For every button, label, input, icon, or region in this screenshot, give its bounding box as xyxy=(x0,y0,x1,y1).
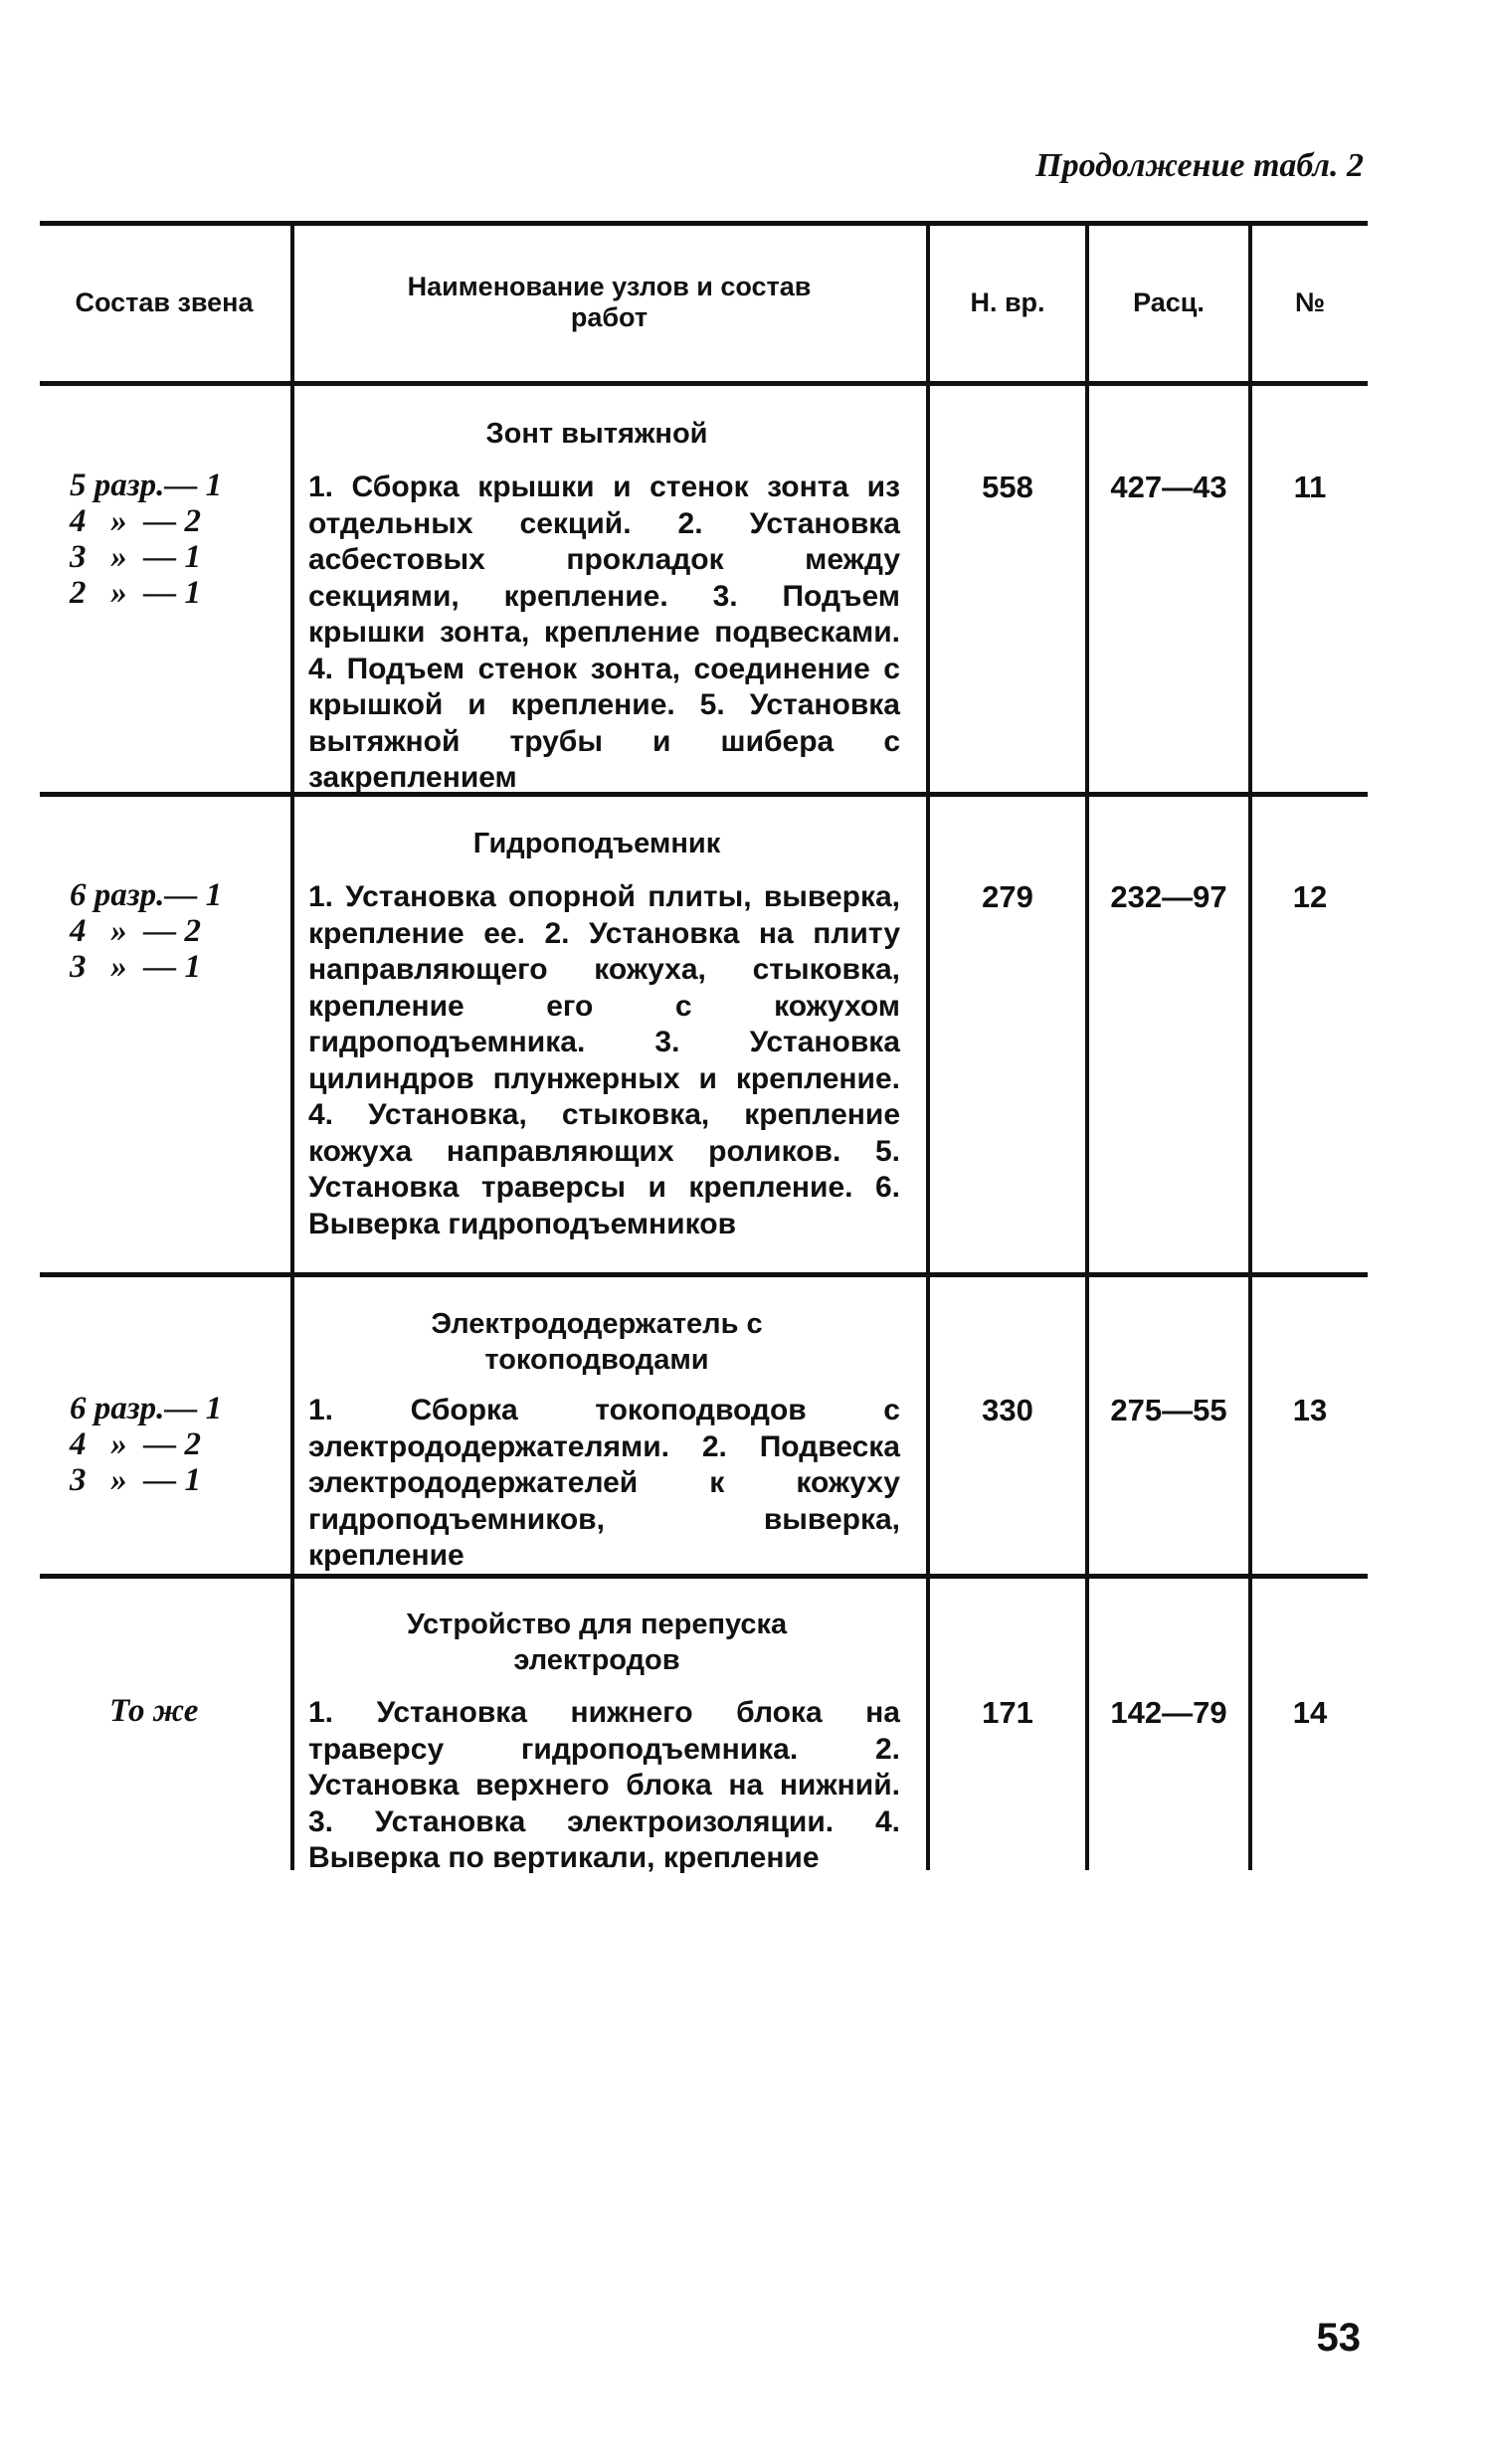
page-number: 53 xyxy=(1316,2316,1361,2360)
row-composition: 6 разр.— 1 4 » — 2 3 » — 1 xyxy=(70,1391,223,1498)
row-number: 11 xyxy=(1293,470,1327,504)
header-works: Наименование узлов и состав работ xyxy=(407,272,812,332)
row-composition: 5 разр.— 1 4 » — 2 3 » — 1 2 » — 1 xyxy=(70,468,223,611)
row-rate: 232—97 xyxy=(1110,879,1227,914)
row-rate: 275—55 xyxy=(1110,1393,1227,1427)
row-description: 1. Установка опорной плиты, выверка, крепление ее. 2. Установка на плиту направляющего кожуха, стыковка, крепление его с кожухом гидроподъемника. 3. Установка цилиндров плунжерных и крепление. 4. Установка, стыковка, крепление кожуха направляющих роликов. 5. Установка траверсы и крепление. 6. Выверка гидроподъемников xyxy=(308,880,900,1240)
row-description: 1. Сборка крышки и стенок зонта из отдельных секций. 2. Установка асбестовых прокладок между секциями, крепление. 3. Подъем крышки зонта, крепление подвесками. 4. Подъем стенок зонта, соединение с крышкой и крепление. 5. Установка вытяжной трубы и шибера с закреплением xyxy=(308,471,900,794)
row-description: 1. Установка нижнего блока на траверсу гидроподъемника. 2. Установка верхнего блока на нижний. 3. Установка электроизоляции. 4. Выверка по вертикали, крепление xyxy=(308,1696,900,1874)
row-number: 12 xyxy=(1292,879,1328,914)
row-rate: 427—43 xyxy=(1110,470,1227,504)
row-title: Устройство для перепуска электродов xyxy=(406,1609,788,1676)
row-number: 13 xyxy=(1292,1393,1328,1427)
header-number: № xyxy=(1294,286,1326,317)
header-norm: Н. вр. xyxy=(970,286,1045,317)
row-divider xyxy=(40,1574,1368,1579)
row-composition: 6 разр.— 1 4 » — 2 3 » — 1 xyxy=(70,877,223,985)
row-title: Электрододержатель с токоподводами xyxy=(431,1308,763,1376)
row-rate: 142—79 xyxy=(1110,1695,1227,1730)
column-divider xyxy=(290,223,294,1870)
row-description: 1. Сборка токоподводов с электрододержателями. 2. Подвеска электрододержателей к кожуху гидроподъемников, выверка, крепление xyxy=(308,1394,900,1572)
row-composition: То же xyxy=(109,1693,199,1729)
row-number: 14 xyxy=(1292,1695,1328,1730)
row-title: Зонт вытяжной xyxy=(485,418,708,450)
header-bottom-rule xyxy=(40,381,1368,386)
row-norm: 279 xyxy=(982,879,1033,914)
row-norm: 171 xyxy=(982,1695,1033,1730)
continuation-caption: Продолжение табл. 2 xyxy=(1035,147,1364,184)
row-divider xyxy=(40,1272,1368,1277)
header-rate: Расц. xyxy=(1133,286,1205,317)
row-norm: 330 xyxy=(982,1393,1033,1427)
row-norm: 558 xyxy=(982,470,1033,504)
header-composition: Состав звена xyxy=(75,286,254,317)
row-title: Гидроподъемник xyxy=(472,828,721,859)
